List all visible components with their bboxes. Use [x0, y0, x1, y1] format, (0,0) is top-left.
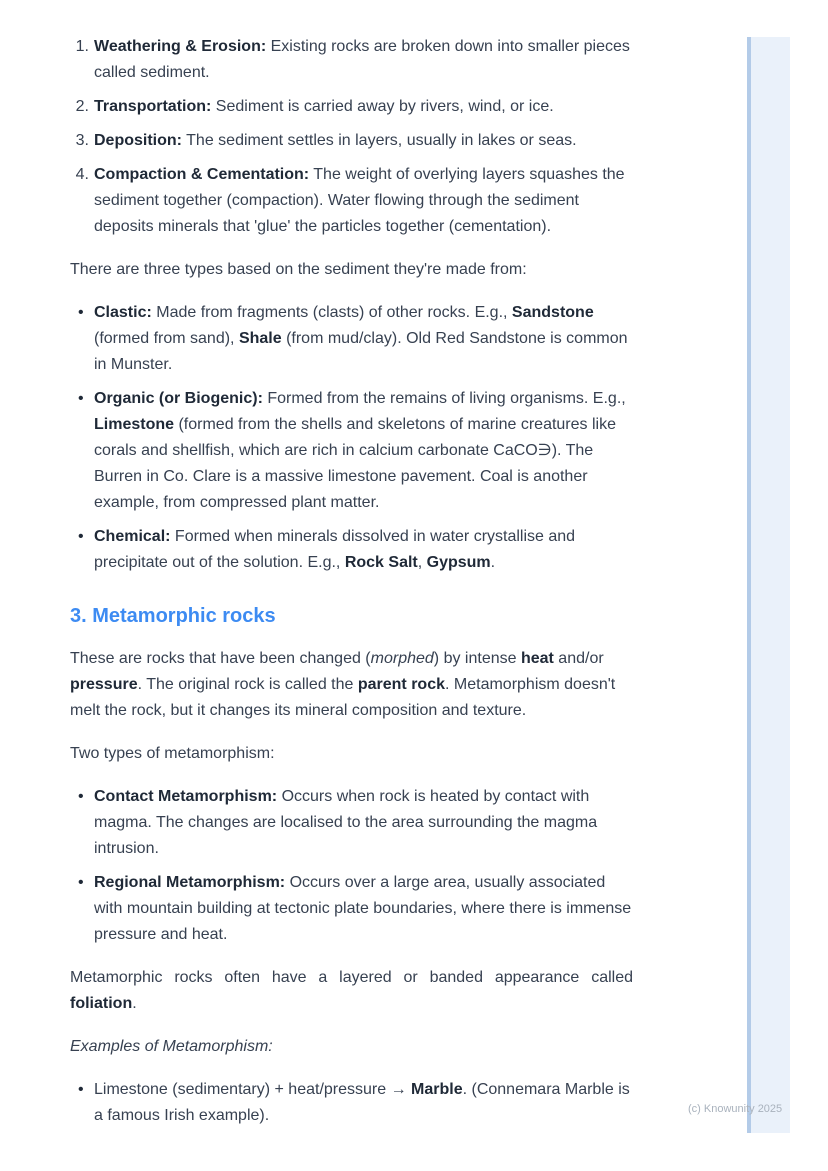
list-item-text [94, 128, 633, 154]
text-segment-bold: Deposition: [94, 132, 182, 149]
bullet-marker: • [78, 1081, 84, 1098]
text-segment: and/or [553, 650, 604, 667]
bullet-marker: • [78, 874, 84, 891]
list-number-marker: 2. [75, 98, 89, 115]
list-number-marker: 1. [75, 38, 89, 55]
bullet-item-regional [70, 870, 633, 948]
copyright-watermark: (c) Knowunity 2025 [688, 1103, 783, 1115]
text-segment-bold: Weathering & Erosion: [94, 38, 267, 55]
text-segment-bold: Limestone [94, 416, 175, 433]
text-segment: ) by intense [433, 650, 521, 667]
text-segment-bold: Marble [411, 1081, 463, 1098]
text-segment-bold: Chemical: [94, 528, 171, 545]
text-segment: . (Connemara Marble is a famous Irish example). [94, 1081, 630, 1124]
text-segment: . [490, 554, 496, 571]
text-segment: . [132, 995, 137, 1012]
bullet-marker: • [78, 528, 84, 545]
text-segment: (formed from sand), [94, 330, 239, 347]
text-segment-bold: Sandstone [511, 304, 594, 321]
text-segment: Existing rocks are broken down into smaller pieces called sediment. [94, 38, 630, 81]
bullet-marker: • [78, 390, 84, 407]
text-segment-bold: Regional Metamorphism: [94, 874, 286, 891]
paragraph-three-types [70, 257, 633, 283]
list-item-text [94, 162, 633, 240]
bullet-item-chemical [70, 524, 633, 576]
text-segment: These are rocks that have been changed ( [70, 650, 371, 667]
text-segment-bold: Compaction & Cementation: [94, 166, 310, 183]
text-segment: Two types of metamorphism: [70, 745, 275, 762]
text-segment-bold: Contact Metamorphism: [94, 788, 278, 805]
text-segment: (formed from the shells and skeletons of marine creatures like corals and shellfish, which are rich in calcium carbonate CaCO∋). The Burren in Co. Clare is a massive limestone pavement. Coal is another example, from compressed plant matter. [94, 416, 616, 511]
paragraph-examples-lead [70, 1034, 633, 1060]
list-item-text [94, 784, 633, 862]
document-content [70, 0, 633, 1146]
text-segment: Sediment is carried away by rivers, wind, or ice. [211, 98, 554, 115]
list-item-text [94, 300, 633, 378]
numbered-item-compaction [70, 162, 633, 240]
bullet-item-clastic [70, 300, 633, 378]
text-segment: . Metamorphism doesn't melt the rock, but it changes its mineral composition and texture. [70, 676, 616, 719]
text-segment-bold: heat [520, 650, 554, 667]
numbered-item-weathering [70, 34, 633, 86]
text-segment: (from mud/clay). Old Red Sandstone is common in Munster. [94, 330, 628, 373]
bullet-list-metamorphism-types [70, 784, 633, 948]
paragraph-two-types [70, 741, 633, 767]
bullet-item-organic [70, 386, 633, 516]
text-segment: Formed from the remains of living organisms. E.g., [262, 390, 626, 407]
text-segment-bold: foliation [70, 995, 133, 1012]
bullet-item-contact [70, 784, 633, 862]
text-segment-bold: Rock Salt [344, 554, 418, 571]
bullet-list-examples [70, 1077, 633, 1129]
text-segment-bold: Clastic: [94, 304, 152, 321]
text-segment: Occurs when rock is heated by contact with magma. The changes are localised to the area surrounding the magma intrusion. [94, 788, 598, 857]
text-segment: Occurs over a large area, usually associated with mountain building at tectonic plate boundaries, where there is immense pressure and heat. [94, 874, 632, 943]
text-segment-italic: Examples of Metamorphism: [70, 1038, 273, 1055]
highlight-bar [747, 37, 790, 1133]
text-segment: Metamorphic rocks often have a layered or banded appearance called [70, 969, 633, 986]
bullet-list-sedimentary-types [70, 300, 633, 576]
section-heading-metamorphic-rocks: 3. Metamorphic rocks [70, 605, 276, 627]
bullet-marker: • [78, 304, 84, 321]
text-segment-italic: morphed [370, 650, 434, 667]
numbered-item-deposition [70, 128, 633, 154]
text-segment-bold: parent rock [357, 676, 445, 693]
numbered-item-transportation [70, 94, 633, 120]
numbered-list-formation-steps [70, 34, 633, 240]
text-segment-bold: Transportation: [94, 98, 212, 115]
text-segment: Limestone (sedimentary) + heat/pressure → [94, 1081, 412, 1098]
text-segment-bold: Shale [238, 330, 282, 347]
list-item-text [94, 34, 633, 86]
list-number-marker: 3. [75, 132, 89, 149]
text-segment: The sediment settles in layers, usually in lakes or seas. [182, 132, 577, 149]
text-segment-bold: Gypsum [426, 554, 491, 571]
list-item-text [94, 94, 633, 120]
text-segment: , [417, 554, 427, 571]
text-segment-bold: Organic (or Biogenic): [94, 390, 263, 407]
bullet-item-limestone-marble [70, 1077, 633, 1129]
list-number-marker: 4. [75, 166, 89, 183]
text-segment: There are three types based on the sediment they're made from: [70, 261, 527, 278]
text-segment: Formed when minerals dissolved in water crystallise and precipitate out of the solution. E.g., [94, 528, 576, 571]
list-item-text [94, 386, 633, 516]
text-segment: Made from fragments (clasts) of other rocks. E.g., [151, 304, 512, 321]
text-segment-bold: pressure [70, 676, 138, 693]
text-segment: The weight of overlying layers squashes the sediment together (compaction). Water flowing through the sediment deposits minerals that 'glue' the particles together (cementation). [94, 166, 625, 235]
bullet-marker: • [78, 788, 84, 805]
paragraph-metamorphic-intro [70, 646, 633, 724]
text-segment: . The original rock is called the [137, 676, 358, 693]
paragraph-foliation [70, 965, 633, 1017]
list-item-text [94, 870, 633, 948]
list-item-text [94, 1077, 633, 1129]
list-item-text [94, 524, 633, 576]
